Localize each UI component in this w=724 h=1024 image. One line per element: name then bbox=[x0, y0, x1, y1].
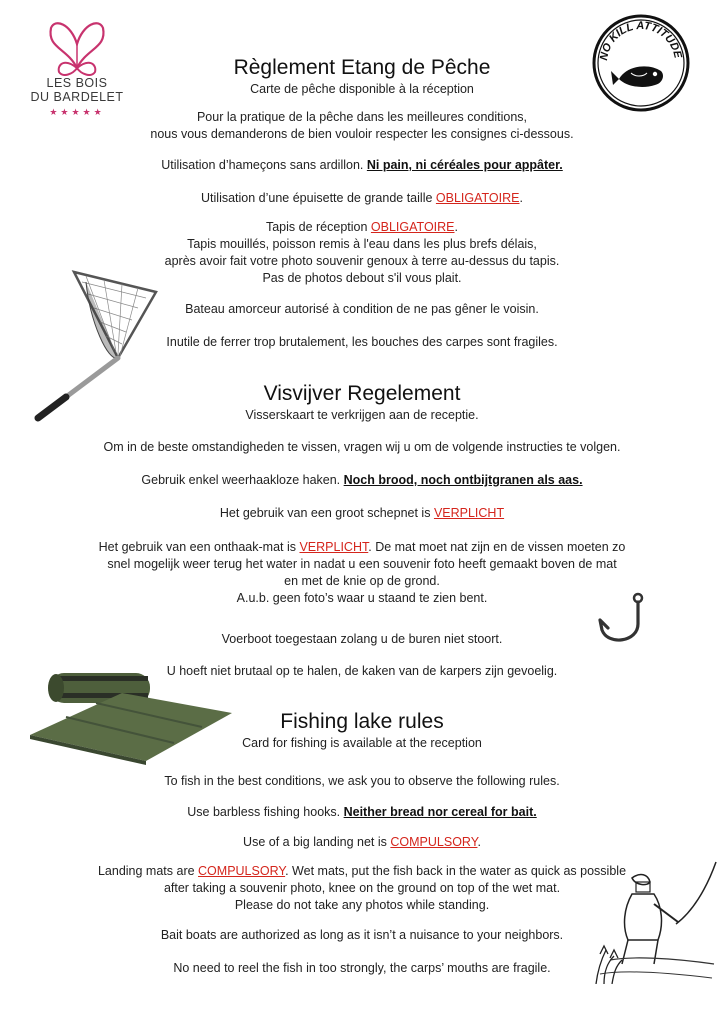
french-strike-rule: Inutile de ferrer trop brutalement, les bouches des carpes sont fragiles. bbox=[166, 335, 558, 349]
english-hooks-rule bbox=[0, 804, 724, 821]
english-mat-rest: . Wet mats, put the fish back in the water as quick as possible bbox=[285, 864, 627, 878]
dutch-net-rule bbox=[0, 505, 724, 522]
dutch-intro: Om in de beste omstandigheden te vissen, vragen wij u om de volgende instructies te volgen. bbox=[103, 440, 621, 454]
english-mat-line-3: Please do not take any photos while standing. bbox=[234, 898, 490, 912]
english-mat-line-2: after taking a souvenir photo, knee on the ground on top of the wet mat. bbox=[163, 881, 561, 895]
french-mat-line-3: après avoir fait votre photo souvenir genoux à terre au-dessus du tapis. bbox=[164, 254, 560, 268]
dutch-title: Visvijver Regelement bbox=[263, 382, 461, 405]
english-boat-rule: Bait boats are authorized as long as it isn’t a nuisance to your neighbors. bbox=[160, 928, 564, 942]
french-hooks-text: Utilisation d’hameçons sans ardillon. bbox=[161, 158, 367, 172]
dutch-mat-text: Het gebruik van een onthaak-mat is bbox=[98, 540, 300, 554]
dutch-mat-rule bbox=[0, 539, 724, 607]
french-net-text: Utilisation d’une épuisette de grande taille bbox=[201, 191, 436, 205]
french-hooks-bold: Ni pain, ni céréales pour appâter. bbox=[366, 158, 563, 172]
french-header bbox=[0, 55, 724, 97]
dutch-mat-rest: . De mat moet nat zijn en de vissen moeten zo bbox=[368, 540, 626, 554]
dutch-hooks-rule bbox=[0, 472, 724, 489]
dutch-net-required: VERPLICHT bbox=[433, 506, 505, 520]
logo-line-1: LES BOIS bbox=[46, 76, 108, 90]
dutch-mat-required: VERPLICHT bbox=[299, 540, 369, 554]
logo-stars: ★★★★★ bbox=[49, 107, 105, 117]
french-boat-rule: Bateau amorceur autorisé à condition de ne pas gêner le voisin. bbox=[185, 302, 539, 316]
english-net-text: Use of a big landing net is bbox=[243, 835, 391, 849]
english-hooks-text: Use barbless fishing hooks. bbox=[187, 805, 344, 819]
dutch-hooks-bold: Noch brood, noch ontbijtgranen als aas. bbox=[343, 473, 583, 487]
french-mat-line-4: Pas de photos debout s'il vous plait. bbox=[262, 271, 462, 285]
french-net-required: OBLIGATOIRE bbox=[435, 191, 520, 205]
english-title: Fishing lake rules bbox=[280, 710, 444, 733]
french-mat-required: OBLIGATOIRE bbox=[370, 220, 455, 234]
french-mat-text: Tapis de réception bbox=[265, 220, 371, 234]
dutch-mat-line-2: snel mogelijk weer terug het water in nadat u een souvenir foto heeft gemaakt boven de mat bbox=[107, 557, 617, 571]
french-intro bbox=[0, 109, 724, 143]
french-net-rule bbox=[0, 190, 724, 207]
dutch-mat-line-4: A.u.b. geen foto’s waar u staand te zien bent. bbox=[236, 591, 488, 605]
dutch-hooks-text: Gebruik enkel weerhaakloze haken. bbox=[141, 473, 344, 487]
french-mat-rule bbox=[0, 219, 724, 287]
badge-text: NO KILL ATTITUDE bbox=[597, 19, 684, 62]
french-hooks-rule bbox=[0, 157, 724, 174]
english-hooks-bold: Neither bread nor cereal for bait. bbox=[343, 805, 537, 819]
dutch-header bbox=[0, 381, 724, 423]
english-intro: To fish in the best conditions, we ask you to observe the following rules. bbox=[164, 774, 560, 788]
french-title: Règlement Etang de Pêche bbox=[233, 56, 491, 79]
french-mat-line-2: Tapis mouillés, poisson remis à l'eau dans les plus brefs délais, bbox=[187, 237, 537, 251]
english-mat-required: COMPULSORY bbox=[198, 864, 286, 878]
english-mat-text: Landing mats are bbox=[97, 864, 199, 878]
english-net-rule bbox=[0, 834, 724, 851]
french-intro-line-1: Pour la pratique de la pêche dans les meilleures conditions, bbox=[196, 110, 528, 124]
french-net-end: . bbox=[519, 191, 523, 205]
french-intro-line-2: nous vous demanderons de bien vouloir respecter les consignes ci-dessous. bbox=[150, 127, 574, 141]
english-subtitle: Card for fishing is available at the reception bbox=[242, 736, 482, 750]
english-header bbox=[0, 709, 724, 751]
dutch-subtitle: Visserskaart te verkrijgen aan de receptie. bbox=[245, 408, 479, 422]
dutch-boat-rule: Voerboot toegestaan zolang u de buren niet stoort. bbox=[221, 632, 503, 646]
english-net-end: . bbox=[477, 835, 481, 849]
french-subtitle: Carte de pêche disponible à la réception bbox=[250, 82, 474, 96]
dutch-net-text: Het gebruik van een groot schepnet is bbox=[219, 506, 434, 520]
english-mat-rule bbox=[0, 863, 724, 914]
english-net-required: COMPULSORY bbox=[390, 835, 478, 849]
dutch-strike-rule: U hoeft niet brutaal op te halen, de kaken van de karpers zijn gevoelig. bbox=[166, 664, 558, 678]
french-mat-end: . bbox=[454, 220, 458, 234]
dutch-mat-line-3: en met de knie op de grond. bbox=[284, 574, 440, 588]
logo-line-2: DU BARDELET bbox=[30, 90, 124, 104]
english-strike-rule: No need to reel the fish in too strongly, the carps’ mouths are fragile. bbox=[173, 961, 551, 975]
